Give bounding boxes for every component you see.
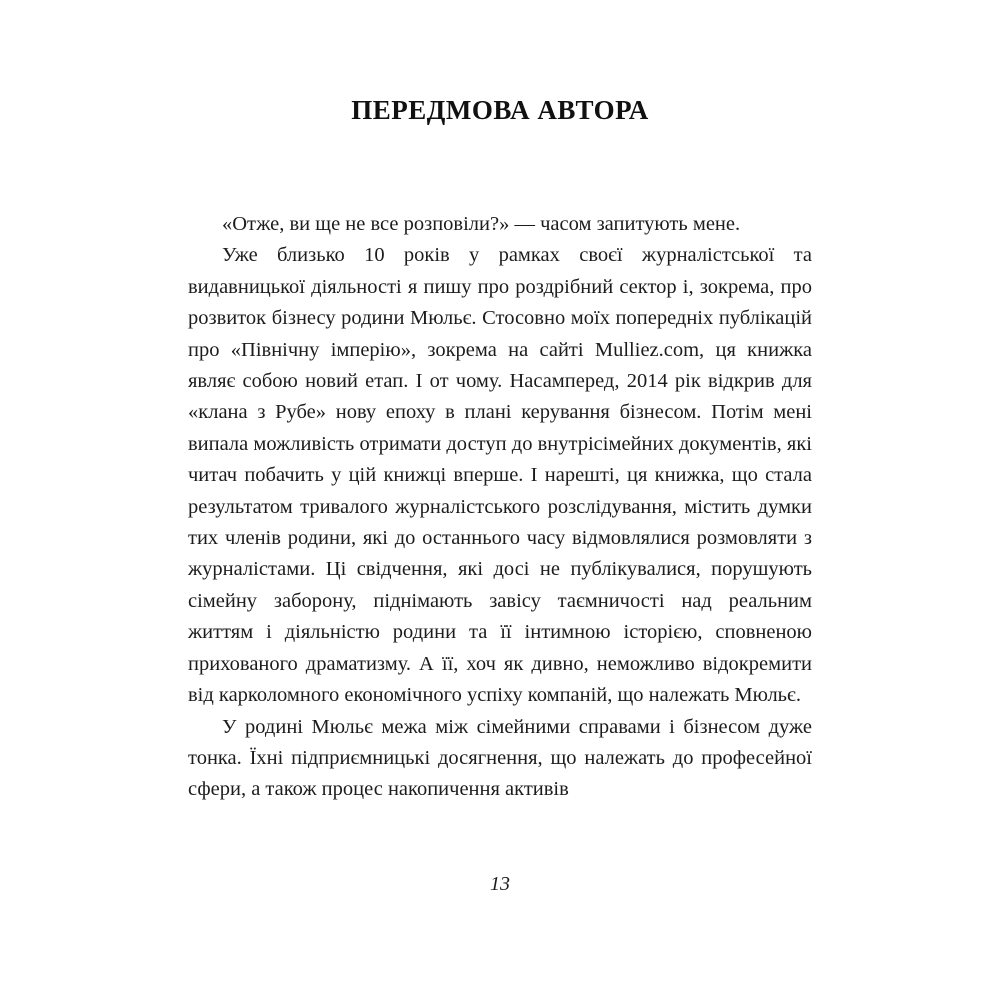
page-number: 13 [490,873,510,895]
paragraph: У родині Мюльє межа між сімейними справами і бізнесом дуже тонка. Їхні підприємницькі досягнення, що належать до професейної сфери, а також процес накопичення активів [188,715,812,801]
paragraph: «Отже, ви ще не все розповіли?» — часом запитують мене. [222,213,741,235]
page-content-area [188,0,812,1000]
page-title: ПЕРЕДМОВА АВТОРА [351,95,649,125]
body-text-block [188,126,812,806]
paragraph: Уже близько 10 років у рамках своєї журналістської та видавницької діяльності я пишу про роздрібний сектор і, зокрема, про розвиток бізнесу родини Мюльє. Стосовно моїх попередніх публікацій про «Північну імперію», зокрема на сайті Mulliez.com, ця книжка являє собою новий етап. І от чому. Насамперед, 2014 рік відкрив для «клана з Рубе» нову епоху в плані керування бізнесом. Потім мені випала можливість отримати доступ до внутрісімейних документів, які читач побачить у цій книжці вперше. І нарешті, ця книжка, що стала результатом тривалого журналістського розслідування, містить думки тих членів родини, які до останнього часу відмовлялися розмовляти з журналістами. Ці свідчення, які досі не публікувалися, порушують сімейну заборону, піднімають завісу таємничості над реальним життям і діяльністю родини та її інтимною історією, сповненою прихованого драматизму. А її, хоч як дивно, неможливо відокремити від карколомного економічного успіху компаній, що належать Мюльє. [188,244,812,707]
